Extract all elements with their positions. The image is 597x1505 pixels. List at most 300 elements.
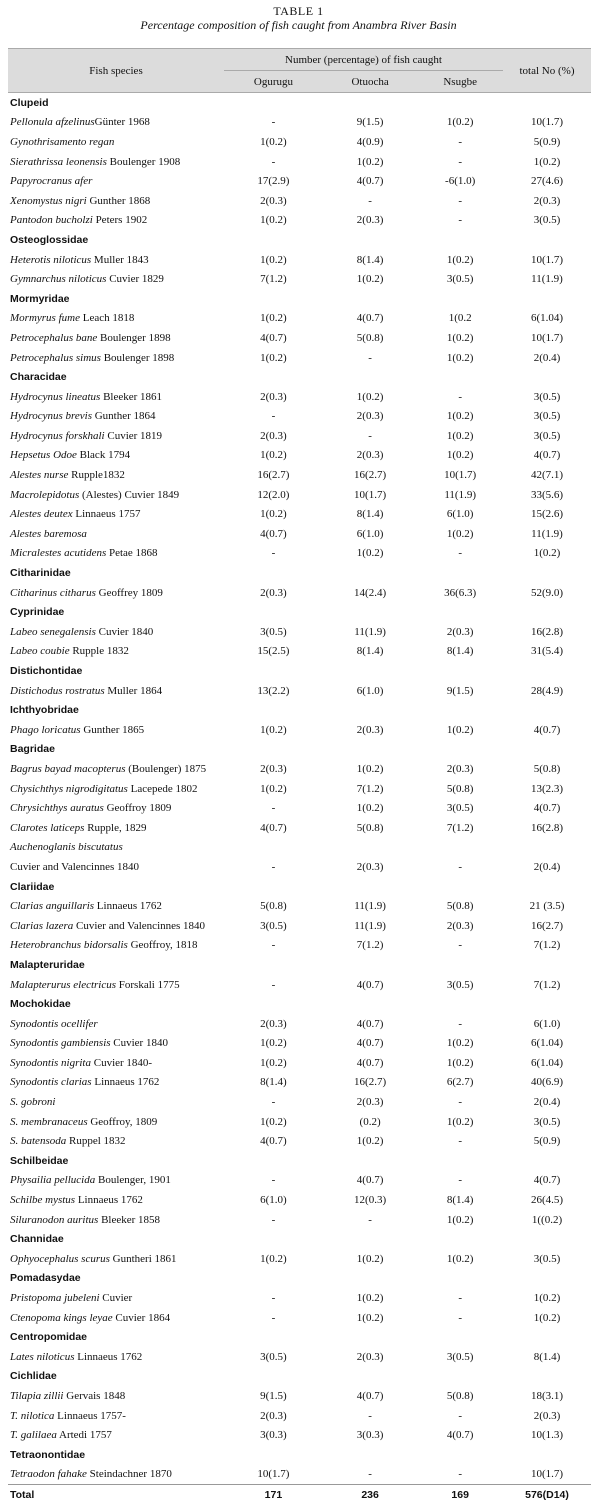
scientific-name: Lates niloticus <box>10 1350 75 1363</box>
authority: Muller 1864 <box>104 684 163 697</box>
scientific-name: Ophyocephalus scurus <box>10 1252 110 1265</box>
count-ogurugu: - <box>271 939 276 952</box>
count-total: 42(7.1) <box>530 469 564 482</box>
scientific-name: Alestes baremosa <box>10 527 87 540</box>
count-otuocha: 1(0.2) <box>356 547 384 560</box>
species-row <box>8 446 591 466</box>
count-otuocha: 2(0.3) <box>356 723 384 736</box>
count-total: 2(0.4) <box>533 351 561 364</box>
count-otuocha: - <box>368 1213 372 1226</box>
count-total: 16(2.7) <box>530 919 564 932</box>
species-name <box>8 720 224 740</box>
authority: Linnaeus 1757- <box>54 1409 126 1422</box>
count-otuocha: 8(1.4) <box>356 253 384 266</box>
family-name: Cichlidae <box>10 1370 57 1383</box>
count-ogurugu: - <box>271 155 276 168</box>
species-name <box>8 152 224 172</box>
scientific-name: Phago loricatus <box>10 723 81 736</box>
count-total: 8(1.4) <box>533 1350 561 1363</box>
authority: Cuvier and Valencinnes 1840 <box>10 860 140 873</box>
species-row <box>8 779 591 799</box>
scientific-name: Heterotis niloticus <box>10 253 92 266</box>
species-row <box>8 975 591 995</box>
count-nsugbe: 7(1.2) <box>446 821 474 834</box>
species-name <box>8 113 224 133</box>
authority: Boulenger 1898 <box>97 331 171 344</box>
count-total: 10(1.7) <box>530 253 564 266</box>
species-name <box>8 1406 224 1426</box>
species-row <box>8 524 591 544</box>
count-ogurugu: 6(1.0) <box>260 1194 287 1207</box>
count-otuocha: 1(0.2) <box>356 1292 384 1305</box>
count-total: 52(9.0) <box>530 586 564 599</box>
authority: Black 1794 <box>76 449 131 462</box>
count-otuocha: 11(1.9) <box>354 625 386 638</box>
count-otuocha: 6(1.0) <box>356 684 384 697</box>
count-nsugbe: - <box>458 1096 462 1109</box>
scientific-name: Papyrocranus afer <box>10 175 93 188</box>
family-name: Bagridae <box>10 743 55 756</box>
species-name <box>8 642 224 662</box>
count-nsugbe: 2(0.3) <box>446 625 474 638</box>
authority: Linnaeus 1762 <box>94 900 162 913</box>
family-row <box>8 1151 591 1171</box>
total-label: Total <box>8 1485 224 1505</box>
species-row <box>8 936 591 956</box>
family-row <box>8 230 591 250</box>
scientific-name: Clarias anguillaris <box>10 900 95 913</box>
count-nsugbe: - <box>458 135 462 148</box>
species-name <box>8 348 224 368</box>
species-row <box>8 1386 591 1406</box>
count-total: 10(1.7) <box>530 331 564 344</box>
count-otuocha <box>323 838 417 858</box>
species-name <box>8 936 224 956</box>
count-total: 2(0.3) <box>533 194 561 207</box>
species-row <box>8 113 591 133</box>
species-row <box>8 426 591 446</box>
count-total <box>503 838 591 858</box>
scientific-name: Alestes nurse <box>10 469 69 482</box>
count-otuocha: 1(0.2) <box>356 802 384 815</box>
species-name <box>8 1112 224 1132</box>
authority: (Boulenger) 1875 <box>125 762 207 775</box>
authority: Artedi 1757 <box>56 1429 112 1442</box>
count-ogurugu: 10(1.7) <box>257 1468 290 1481</box>
species-name <box>8 1171 224 1191</box>
species-name <box>8 1034 224 1054</box>
species-row <box>8 857 591 877</box>
species-name <box>8 916 224 936</box>
count-ogurugu: 1(0.2) <box>260 214 287 227</box>
species-row <box>8 1171 591 1191</box>
count-total: 5(0.8) <box>533 762 561 775</box>
count-ogurugu: 12(2.0) <box>257 488 290 501</box>
count-total: 4(0.7) <box>533 449 561 462</box>
count-nsugbe: 2(0.3) <box>446 919 474 932</box>
count-ogurugu: 7(1.2) <box>260 273 287 286</box>
scientific-name: Distichodus rostratus <box>10 684 105 697</box>
species-name <box>8 759 224 779</box>
count-otuocha: 4(0.7) <box>356 1056 384 1069</box>
species-column-header: Fish species <box>8 49 224 93</box>
species-name <box>8 1190 224 1210</box>
authority: Geoffroy, 1809 <box>87 1115 158 1128</box>
authority: Steindachner 1870 <box>86 1468 172 1481</box>
species-row <box>8 328 591 348</box>
count-ogurugu: 5(0.8) <box>260 900 287 913</box>
count-otuocha: 1(0.2) <box>356 1252 384 1265</box>
count-total: 6(1.04) <box>530 312 564 325</box>
family-name: Distichontidae <box>10 665 83 678</box>
count-nsugbe: 8(1.4) <box>446 1194 474 1207</box>
species-name <box>8 681 224 701</box>
authority: Geoffroy 1809 <box>103 802 172 815</box>
authority: Guntheri 1861 <box>109 1252 177 1265</box>
count-total: 3(0.5) <box>533 410 561 423</box>
family-row <box>8 1269 591 1289</box>
family-name: Citharinidae <box>10 567 71 580</box>
species-row <box>8 583 591 603</box>
species-row <box>8 485 591 505</box>
family-row <box>8 877 591 897</box>
count-nsugbe: 1(0.2) <box>446 116 474 129</box>
count-nsugbe: 5(0.8) <box>446 900 474 913</box>
count-total: 2(0.3) <box>533 1409 561 1422</box>
scientific-name: Pantodon bucholzi <box>10 214 93 227</box>
scientific-name: Bagrus bayad macopterus <box>10 762 126 775</box>
scientific-name: Labeo senegalensis <box>10 625 96 638</box>
authority: Muller 1843 <box>91 253 149 266</box>
authority: Cuvier <box>99 1292 133 1305</box>
authority: Cuvier 1864 <box>112 1311 171 1324</box>
authority: Cuvier 1840- <box>90 1056 153 1069</box>
count-total: 18(3.1) <box>530 1389 564 1402</box>
species-row <box>8 1210 591 1230</box>
count-ogurugu: 4(0.7) <box>260 331 287 344</box>
count-total: 7(1.2) <box>533 978 561 991</box>
family-row <box>8 367 591 387</box>
family-name: Centropomidae <box>10 1331 88 1344</box>
family-row <box>8 700 591 720</box>
count-total: 28(4.9) <box>530 684 564 697</box>
count-total: 1(0.2) <box>533 155 561 168</box>
count-otuocha: 6(1.0) <box>356 527 384 540</box>
count-total: 33(5.6) <box>530 488 564 501</box>
total-column-header: total No (%) <box>503 49 591 93</box>
scientific-name: Hydrocynus lineatus <box>10 390 101 403</box>
authority: Linnaeus 1762 <box>74 1350 143 1363</box>
family-name: Mormyridae <box>10 292 70 305</box>
species-name <box>8 407 224 427</box>
species-row <box>8 1249 591 1269</box>
count-ogurugu: 8(1.4) <box>260 1076 287 1089</box>
count-otuocha: 4(0.7) <box>356 1389 384 1402</box>
count-otuocha: 8(1.4) <box>356 645 384 658</box>
count-ogurugu: - <box>271 860 276 873</box>
species-row <box>8 1347 591 1367</box>
species-row <box>8 1190 591 1210</box>
count-ogurugu: 1(0.2) <box>260 508 287 521</box>
count-ogurugu: 3(0.5) <box>260 919 287 932</box>
species-row <box>8 1288 591 1308</box>
family-name: Cyprinidae <box>10 606 65 619</box>
count-otuocha: 11(1.9) <box>354 919 386 932</box>
species-name <box>8 1425 224 1445</box>
count-ogurugu: 1(0.2) <box>260 782 287 795</box>
count-otuocha: - <box>368 1409 372 1422</box>
count-total: 31(5.4) <box>530 645 564 658</box>
count-ogurugu: 1(0.2) <box>260 1056 287 1069</box>
species-name <box>8 211 224 231</box>
count-otuocha: 4(0.7) <box>356 312 384 325</box>
total-otuocha: 236 <box>323 1485 417 1505</box>
count-ogurugu: 17(2.9) <box>257 175 290 188</box>
scientific-name: Alestes deutex <box>10 508 73 521</box>
count-otuocha: 1(0.2) <box>356 1311 384 1324</box>
scientific-name: Petrocephalus simus <box>10 351 101 364</box>
total-overall: 576(D14) <box>503 1485 591 1505</box>
count-nsugbe: 11(1.9) <box>444 488 476 501</box>
count-otuocha: 16(2.7) <box>354 469 387 482</box>
authority: Gervais 1848 <box>63 1389 126 1402</box>
count-ogurugu: 2(0.3) <box>260 1017 287 1030</box>
count-nsugbe: - <box>458 1135 462 1148</box>
count-otuocha: 4(0.7) <box>356 1017 384 1030</box>
count-nsugbe: - <box>458 155 462 168</box>
count-ogurugu: 1(0.2) <box>260 1252 287 1265</box>
family-row <box>8 289 591 309</box>
species-row <box>8 1112 591 1132</box>
authority: (Alestes) Cuvier 1849 <box>79 488 180 501</box>
count-nsugbe: - <box>458 860 462 873</box>
scientific-name: Hydrocynus forskhali <box>10 429 105 442</box>
count-otuocha: 9(1.5) <box>356 116 384 129</box>
family-name: Pomadasydae <box>10 1272 81 1285</box>
species-row <box>8 720 591 740</box>
species-row <box>8 191 591 211</box>
species-row <box>8 1092 591 1112</box>
count-ogurugu: - <box>271 1213 276 1226</box>
count-nsugbe: 5(0.8) <box>446 1389 474 1402</box>
count-ogurugu: - <box>271 802 276 815</box>
authority: Gunther 1868 <box>86 194 151 207</box>
scientific-name: Hydrocynus brevis <box>10 410 92 423</box>
catch-group-header: Number (percentage) of fish caught <box>224 49 503 71</box>
count-nsugbe: 1(0.2) <box>446 1213 474 1226</box>
species-name <box>8 1288 224 1308</box>
family-row <box>8 602 591 622</box>
count-ogurugu: 1(0.2) <box>260 253 287 266</box>
scientific-name: Labeo coubie <box>10 645 70 658</box>
scientific-name: Chysichthys nigrodigitatus <box>10 782 128 795</box>
count-nsugbe: 1(0.2 <box>448 312 472 325</box>
scientific-name: Pristopoma jubeleni <box>10 1292 100 1305</box>
species-name <box>8 1073 224 1093</box>
species-row <box>8 465 591 485</box>
count-otuocha: - <box>368 194 372 207</box>
species-name <box>8 328 224 348</box>
count-nsugbe: 36(6.3) <box>444 586 477 599</box>
count-otuocha: 1(0.2) <box>356 155 384 168</box>
count-ogurugu: 4(0.7) <box>260 1135 287 1148</box>
count-nsugbe: 3(0.5) <box>446 802 474 815</box>
species-row <box>8 250 591 270</box>
total-row <box>8 1485 591 1505</box>
authority: Geoffroy, 1818 <box>127 939 198 952</box>
scientific-name: Gymnarchus niloticus <box>10 273 107 286</box>
family-name: Clupeid <box>10 96 49 109</box>
authority: Boulenger, 1901 <box>95 1174 171 1187</box>
family-row <box>8 740 591 760</box>
count-ogurugu: - <box>271 1311 276 1324</box>
count-total: 5(0.9) <box>533 135 561 148</box>
species-row <box>8 152 591 172</box>
count-total: 4(0.7) <box>533 1174 561 1187</box>
species-row <box>8 681 591 701</box>
species-name <box>8 583 224 603</box>
authority: Peters 1902 <box>92 214 148 227</box>
family-row <box>8 1445 591 1465</box>
species-row <box>8 838 591 858</box>
count-otuocha: 2(0.3) <box>356 214 384 227</box>
species-row <box>8 916 591 936</box>
count-otuocha: 5(0.8) <box>356 331 384 344</box>
count-otuocha: - <box>368 351 372 364</box>
scientific-name: Siluranodon auritus <box>10 1213 99 1226</box>
count-otuocha: 2(0.3) <box>356 1096 384 1109</box>
scientific-name: Synodontis gambiensis <box>10 1037 111 1050</box>
scientific-name: Chrysichthys auratus <box>10 802 104 815</box>
species-name <box>8 309 224 329</box>
count-ogurugu: 1(0.2) <box>260 135 287 148</box>
count-total: 4(0.7) <box>533 802 561 815</box>
family-name: Characidae <box>10 371 67 384</box>
scientific-name: Synodontis nigrita <box>10 1056 91 1069</box>
count-ogurugu: 2(0.3) <box>260 390 287 403</box>
count-otuocha: 4(0.7) <box>356 1174 384 1187</box>
species-row <box>8 1034 591 1054</box>
species-row <box>8 504 591 524</box>
count-total: 2(0.4) <box>533 860 561 873</box>
count-otuocha: 2(0.3) <box>356 410 384 423</box>
authority: Ruppel 1832 <box>66 1135 126 1148</box>
scientific-name: Auchenoglanis biscutatus <box>10 841 123 854</box>
count-nsugbe: - <box>458 1468 462 1481</box>
count-ogurugu: 1(0.2) <box>260 723 287 736</box>
count-otuocha: - <box>368 1468 372 1481</box>
count-total: 27(4.6) <box>530 175 564 188</box>
count-ogurugu: 1(0.2) <box>260 312 287 325</box>
scientific-name: S. membranaceus <box>10 1115 88 1128</box>
count-otuocha: 10(1.7) <box>354 488 387 501</box>
count-nsugbe <box>417 838 503 858</box>
scientific-name: Clarotes laticeps <box>10 821 85 834</box>
species-row <box>8 1406 591 1426</box>
count-otuocha: 1(0.2) <box>356 273 384 286</box>
family-row <box>8 1367 591 1387</box>
count-nsugbe: 1(0.2) <box>446 723 474 736</box>
authority: Bleeker 1861 <box>100 390 163 403</box>
count-otuocha: - <box>368 429 372 442</box>
species-row <box>8 759 591 779</box>
count-ogurugu: - <box>271 1174 276 1187</box>
species-row <box>8 1465 591 1485</box>
count-total: 3(0.5) <box>533 1252 561 1265</box>
family-row <box>8 1327 591 1347</box>
count-otuocha: 8(1.4) <box>356 508 384 521</box>
count-ogurugu: 2(0.3) <box>260 586 287 599</box>
species-row <box>8 1014 591 1034</box>
authority: Geoffrey 1809 <box>95 586 163 599</box>
authority: Rupple, 1829 <box>84 821 147 834</box>
authority: Rupple1832 <box>68 469 125 482</box>
species-name <box>8 544 224 564</box>
count-ogurugu <box>224 838 323 858</box>
scientific-name: Physailia pellucida <box>10 1174 96 1187</box>
authority: Boulenger 1908 <box>106 155 181 168</box>
count-otuocha: 16(2.7) <box>354 1076 387 1089</box>
count-ogurugu: 13(2.2) <box>257 684 290 697</box>
count-total: 7(1.2) <box>533 939 561 952</box>
scientific-name: Heterobranchus bidorsalis <box>10 939 128 952</box>
species-name <box>8 1249 224 1269</box>
count-otuocha: 4(0.7) <box>356 1037 384 1050</box>
scientific-name: Synodontis ocellifer <box>10 1017 98 1030</box>
authority: Lacepede 1802 <box>127 782 198 795</box>
count-nsugbe: 1(0.2) <box>446 527 474 540</box>
count-nsugbe: 5(0.8) <box>446 782 474 795</box>
total-nsugbe: 169 <box>417 1485 503 1505</box>
count-nsugbe: 1(0.2) <box>446 351 474 364</box>
count-otuocha: 2(0.3) <box>356 1350 384 1363</box>
family-row <box>8 563 591 583</box>
count-total: 40(6.9) <box>530 1076 564 1089</box>
authority: Leach 1818 <box>79 312 135 325</box>
count-total: 16(2.8) <box>530 821 564 834</box>
count-ogurugu: 3(0.5) <box>260 1350 287 1363</box>
count-total: 1(0.2) <box>533 1311 561 1324</box>
scientific-name: S. batensoda <box>10 1135 67 1148</box>
count-nsugbe: 1(0.2) <box>446 253 474 266</box>
count-ogurugu: 15(2.5) <box>257 645 290 658</box>
count-nsugbe: 8(1.4) <box>446 645 474 658</box>
species-row <box>8 211 591 231</box>
species-row <box>8 818 591 838</box>
count-total: 15(2.6) <box>530 508 564 521</box>
scientific-name: Micralestes acutidens <box>10 547 107 560</box>
scientific-name: Clarias lazera <box>10 919 74 932</box>
count-otuocha: 5(0.8) <box>356 821 384 834</box>
species-row <box>8 132 591 152</box>
count-ogurugu: - <box>271 547 276 560</box>
species-name <box>8 798 224 818</box>
authority: Rupple 1832 <box>69 645 129 658</box>
species-row <box>8 1308 591 1328</box>
species-row <box>8 407 591 427</box>
species-name <box>8 1131 224 1151</box>
count-otuocha: 1(0.2) <box>356 390 384 403</box>
total-ogurugu: 171 <box>224 1485 323 1505</box>
count-ogurugu: 16(2.7) <box>257 469 290 482</box>
species-name <box>8 975 224 995</box>
species-name <box>8 779 224 799</box>
species-row <box>8 1425 591 1445</box>
scientific-name: T. nilotica <box>10 1409 55 1422</box>
authority: Cuvier 1840 <box>110 1037 168 1050</box>
species-row <box>8 1131 591 1151</box>
count-ogurugu: 9(1.5) <box>260 1389 287 1402</box>
